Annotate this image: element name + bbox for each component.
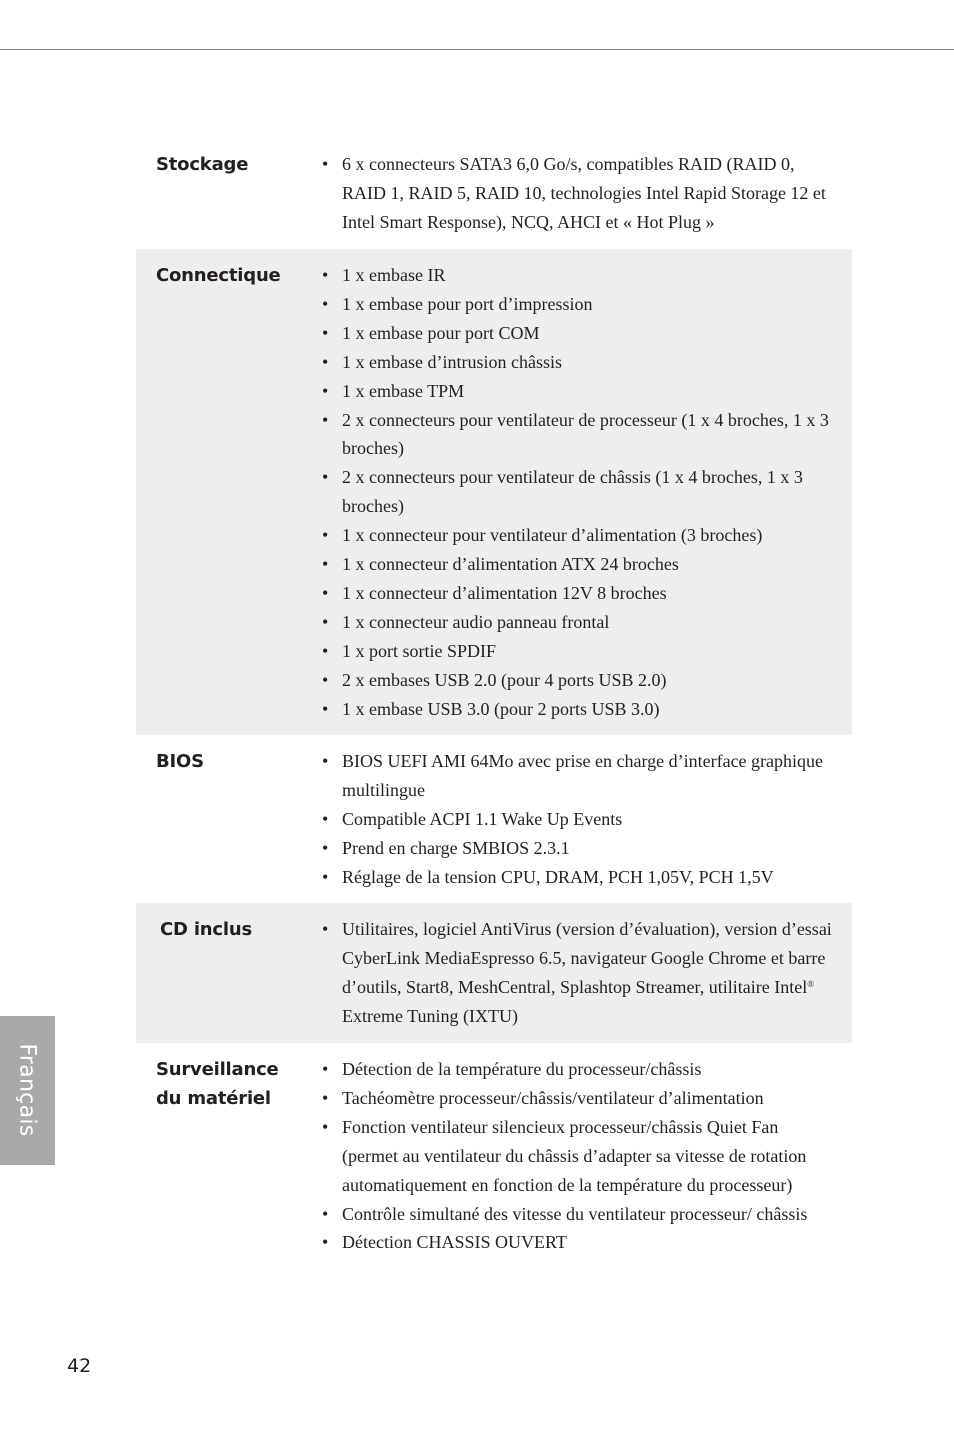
row-label: CD inclus	[160, 919, 252, 940]
list-item: • Prend en charge SMBIOS 2.3.1	[342, 834, 832, 863]
list-item: • 1 x embase TPM	[342, 377, 832, 406]
list-item	[342, 915, 832, 1031]
list-item: • 1 x embase IR	[342, 261, 832, 290]
row-label: Stockage	[156, 154, 249, 175]
item-list	[136, 735, 852, 892]
list-item: • 1 x embase d’intrusion châssis	[342, 348, 832, 377]
list-item: • 1 x connecteur d’alimentation 12V 8 broches	[342, 579, 832, 608]
row-label: Connectique	[156, 265, 281, 286]
registered-mark: ®	[807, 978, 815, 989]
list-item: • 1 x embase USB 3.0 (pour 2 ports USB 3.0)	[342, 695, 832, 724]
row-surveillance	[136, 1043, 852, 1323]
language-side-tab	[0, 1016, 55, 1165]
list-item: • Détection CHASSIS OUVERT	[342, 1228, 832, 1257]
spec-table	[136, 145, 852, 1323]
row-label: Surveillance du matériel	[156, 1059, 279, 1109]
list-item: • 1 x connecteur audio panneau frontal	[342, 608, 832, 637]
list-item: • Tachéomètre processeur/châssis/ventilateur d’alimentation	[342, 1084, 832, 1113]
list-item: • Compatible ACPI 1.1 Wake Up Events	[342, 805, 832, 834]
item-text: Extreme Tuning (IXTU)	[342, 1005, 518, 1026]
list-item: • 1 x embase pour port COM	[342, 319, 832, 348]
list-item: • BIOS UEFI AMI 64Mo avec prise en charge d’interface graphique multilingue	[342, 747, 832, 805]
language-label: Français	[14, 1043, 40, 1137]
row-cd-inclus	[136, 903, 852, 1043]
list-item: • Fonction ventilateur silencieux processeur/châssis Quiet Fan (permet au ventilateur du châssis d’adapter sa vitesse de rotation automatiquement en fonction de la température du processeur)	[342, 1113, 832, 1200]
list-item: • 2 x connecteurs pour ventilateur de processeur (1 x 4 broches, 1 x 3 broches)	[342, 406, 832, 464]
list-item: • Réglage de la tension CPU, DRAM, PCH 1,05V, PCH 1,5V	[342, 863, 832, 892]
row-bios	[136, 735, 852, 903]
row-stockage	[136, 145, 852, 249]
header-rule	[0, 49, 954, 50]
row-label: BIOS	[156, 751, 204, 772]
list-item: • Contrôle simultané des vitesse du ventilateur processeur/ châssis	[342, 1200, 832, 1229]
list-item: • 1 x connecteur d’alimentation ATX 24 broches	[342, 550, 832, 579]
list-item: • Détection de la température du processeur/châssis	[342, 1055, 832, 1084]
list-item: • 1 x connecteur pour ventilateur d’alimentation (3 broches)	[342, 521, 832, 550]
page-number: 42	[67, 1355, 92, 1377]
list-item: • 2 x connecteurs pour ventilateur de châssis (1 x 4 broches, 1 x 3 broches)	[342, 463, 832, 521]
list-item: • 2 x embases USB 2.0 (pour 4 ports USB 2.0)	[342, 666, 832, 695]
row-connectique	[136, 249, 852, 735]
list-item: • 1 x embase pour port d’impression	[342, 290, 832, 319]
list-item: • 6 x connecteurs SATA3 6,0 Go/s, compatibles RAID (RAID 0, RAID 1, RAID 5, RAID 10, technologies Intel Rapid Storage 12 et Intel Smart Response), NCQ, AHCI et « Hot Plug »	[342, 150, 832, 237]
list-item: • 1 x port sortie SPDIF	[342, 637, 832, 666]
item-text: Utilitaires, logiciel AntiVirus (version d’évaluation), version d’essai CyberLink MediaEspresso 6.5, navigateur Google Chrome et barre d’outils, Start8, MeshCentral, Splashtop Streamer, utilitaire Intel	[342, 919, 832, 997]
item-list	[136, 249, 852, 724]
